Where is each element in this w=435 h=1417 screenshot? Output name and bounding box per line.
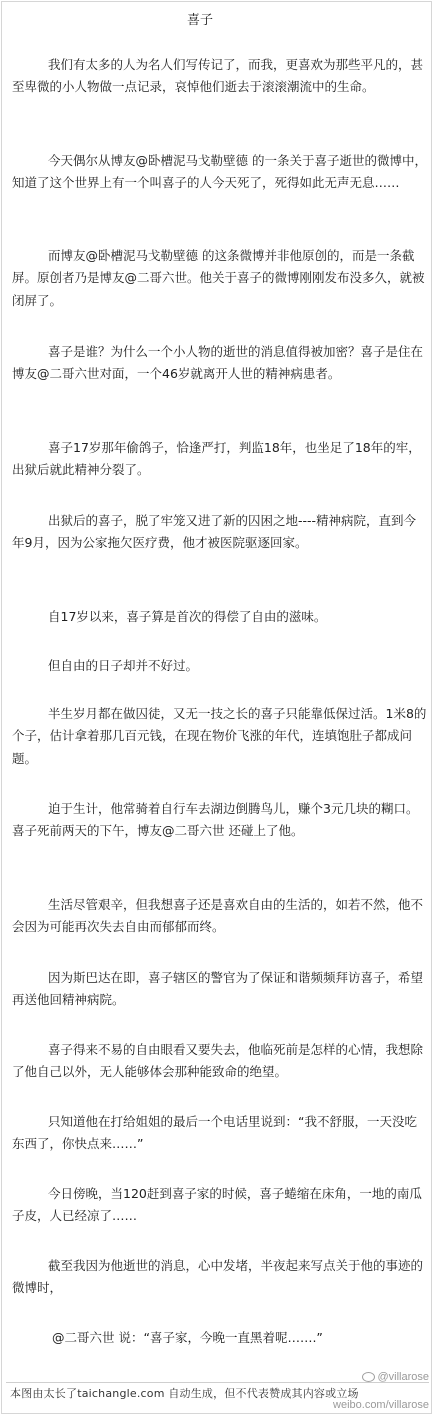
article-title: 喜子 (186, 13, 213, 28)
paragraph-8: 但自由的日子却并不好过。 (48, 658, 199, 673)
paragraph-7: 自17岁以来，喜子算是首次的得偿了自由的滋味。 (48, 609, 327, 624)
watermark-url: weibo.com/villarose (333, 1399, 429, 1411)
paragraph-9: 半生岁月都在做囚徒，又无一技之长的喜子只能靠低保过活。1米8的个子，估计拿着那几百元钱，在现在物价飞涨的年代，连填饱肚子都成问题。 (12, 706, 427, 766)
paragraph-2: 今天偶尔从博友@卧槽泥马戈勒壁德 的一条关于喜子逝世的微博中，知道了这个世界上有一个叫喜子的人今天死了，死得如此无声无息…… (12, 153, 427, 191)
paragraph-1: 我们有太多的人为名人们写传记了，而我，更喜欢为那些平凡的，甚至卑微的小人物做一点记录，哀悼他们逝去于滚滚潮流中的生命。 (12, 57, 424, 95)
watermark-handle-text: @villarose (377, 1371, 429, 1383)
paragraph-5: 喜子17岁那年偷鸽子，恰逢严打，判监18年，也坐足了18年的牢，出狱后就此精神分裂了。 (12, 440, 421, 478)
paragraph-6: 出狱后的喜子，脱了牢笼又进了新的囚困之地----精神病院，直到今年9月，因为公家拖欠医疗费，他才被医院驱逐回家。 (12, 513, 417, 551)
quote-line: @二哥六世 说：“喜子家，今晚一直黑着呢…….” (52, 1330, 323, 1345)
paragraph-13: 喜子得来不易的自由眼看又要失去，他临死前是怎样的心情，我想除了他自己以外，无人能够体会那种能致命的绝望。 (12, 1042, 424, 1080)
paragraph-11: 生活尽管艰辛，但我想喜子还是喜欢自由的生活的，如若不然，他不会因为可能再次失去自由而郁郁而终。 (12, 897, 424, 935)
footer-note: 本图由太长了taichangle.com 自动生成，但不代表赞成其内容或立场 (10, 1387, 359, 1400)
paragraph-15: 今日傍晚，当120赶到喜子家的时候，喜子蜷缩在床角，一地的南瓜子皮，人已经凉了…… (12, 1186, 422, 1224)
paragraph-10: 迫于生计，他常骑着自行车去湖边倒腾鸟儿，赚个3元几块的糊口。喜子死前两天的下午，博友@二哥六世 还碰上了他。 (12, 801, 419, 839)
paragraph-12: 因为斯巴达在即，喜子辖区的警官为了保证和谐频频拜访喜子，希望再送他回精神病院。 (12, 970, 424, 1008)
paragraph-16: 截至我因为他逝世的消息，心中发堵，半夜起来写点关于他的事迹的微博时， (12, 1258, 424, 1296)
paragraph-4: 喜子是谁？为什么一个小人物的逝世的消息值得被加密？喜子是住在博友@二哥六世对面，一个46岁就离开人世的精神病患者。 (12, 344, 424, 382)
footer-divider (6, 1382, 429, 1383)
paragraph-3: 而博友@卧槽泥马戈勒壁德 的这条微博并非他原创的，而是一条截屏。原创者乃是博友@二哥六世。他关于喜子的微博刚刚发布没多久，就被闭屏了。 (12, 248, 425, 308)
weibo-icon (362, 1372, 375, 1382)
paragraph-14: 只知道他在打给姐姐的最后一个电话里说到：“我不舒服，一天没吃东西了，你快点来……” (12, 1114, 417, 1152)
